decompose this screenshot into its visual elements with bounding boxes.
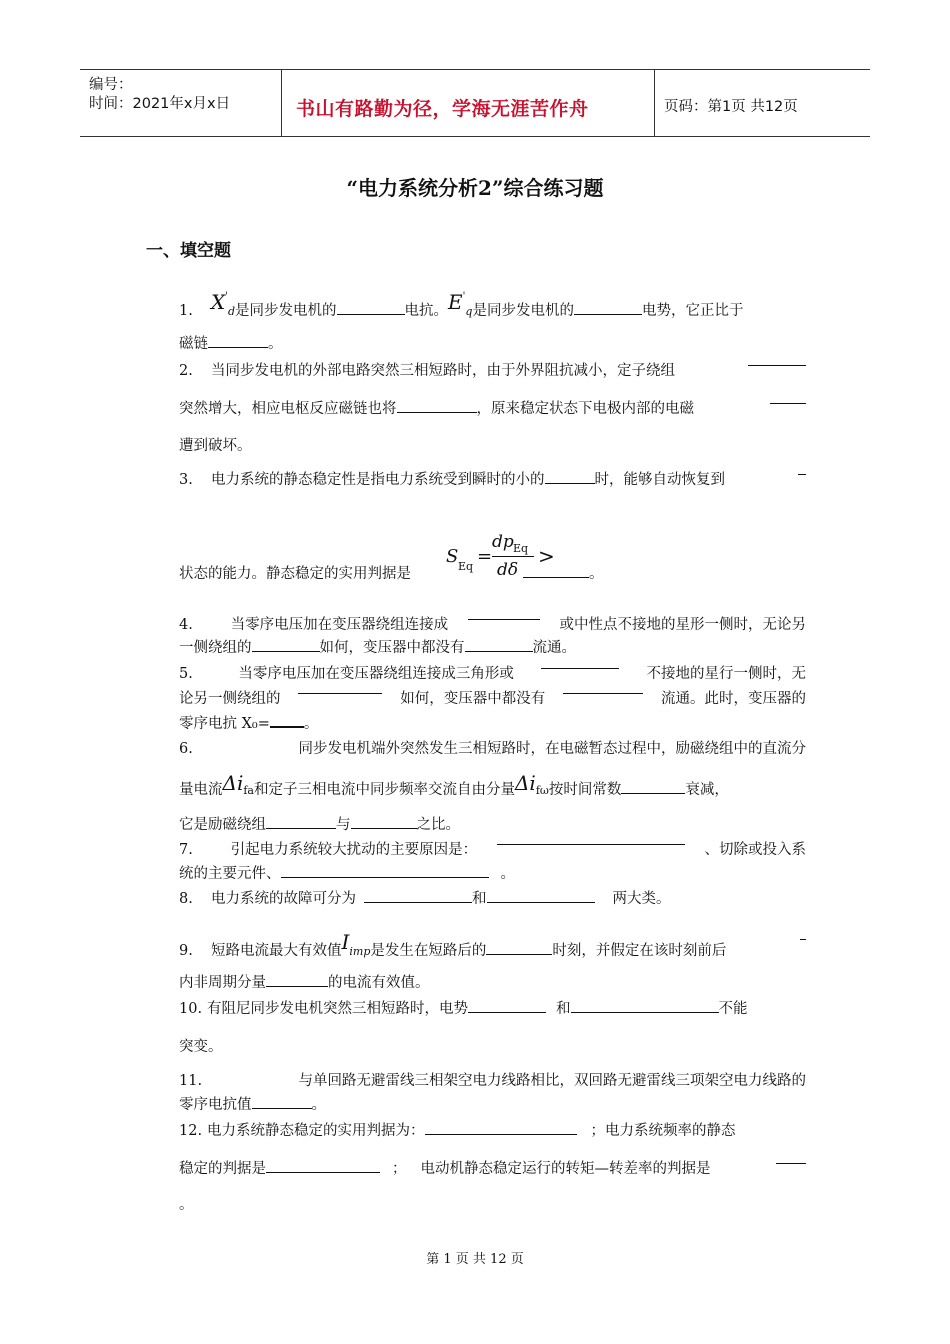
formula-equals: = xyxy=(477,546,493,567)
symbol-delta-i-fw: Δi xyxy=(514,771,536,795)
blank xyxy=(364,901,472,903)
item-2-line-2: 突然增大，相应电枢反应磁链也将 ，原来稳定状态下电极内部的电磁 xyxy=(179,402,806,417)
document-title: “电力系统分析2”综合练习题 xyxy=(346,176,604,200)
item-9-line-1: 9. 短路电流最大有效值Iimp是发生在短路后的 时刻，并假定在该时刻前后 xyxy=(179,938,806,959)
item-number: 1. xyxy=(179,303,193,319)
blank xyxy=(468,1011,546,1013)
item-12-line-3: 。 xyxy=(179,1197,194,1213)
blank xyxy=(748,364,806,366)
formula-relation: > xyxy=(538,544,555,568)
blank xyxy=(208,346,268,348)
item-8-line-1: 8. 电力系统的故障可分为 和 两大类。 xyxy=(179,891,671,907)
page-footer: 第 1 页 共 12 页 xyxy=(426,1252,524,1267)
formula-numerator: dp xyxy=(492,532,514,552)
item-10-line-2: 突变。 xyxy=(179,1039,223,1055)
item-10-line-1: 10. 有阻尼同步发电机突然三相短路时，电势 和 不能 xyxy=(179,1001,748,1017)
header-top-border xyxy=(80,69,870,70)
symbol-i-imp: I xyxy=(341,930,350,954)
blank xyxy=(351,827,417,829)
item-6-line-3: 它是励磁绕组 与 之比。 xyxy=(179,817,460,833)
blank xyxy=(425,1133,577,1135)
blank xyxy=(497,843,685,845)
header-bottom-border xyxy=(80,136,870,137)
blank xyxy=(776,1162,806,1164)
symbol-e-sub: q xyxy=(465,305,473,318)
blank xyxy=(770,402,806,404)
blank xyxy=(621,792,685,794)
header-divider-left xyxy=(281,69,282,136)
item-11-line-2: 零序电抗值 。 xyxy=(179,1097,326,1113)
header-number-label: 编号： xyxy=(89,77,133,93)
blank xyxy=(298,692,382,694)
header-motto: 书山有路勤为径，学海无涯苦作舟 xyxy=(296,98,589,120)
blank xyxy=(337,313,405,315)
blank xyxy=(798,473,806,475)
item-12-line-2: 稳定的判据是 ； 电动机静态稳定运行的转矩—转差率的判据是 xyxy=(179,1162,806,1177)
item-7-line-1: 7. 引起电力系统较大扰动的主要原因是： 、切除或投入系 xyxy=(179,842,806,858)
blank xyxy=(468,618,540,620)
blank xyxy=(281,876,489,878)
symbol-e: E xyxy=(448,290,463,314)
blank xyxy=(571,1011,719,1013)
item-11-line-1: 11. 与单回路无避雷线三相架空电力线路相比，双回路无避雷线三项架空电力线路的 xyxy=(179,1073,806,1089)
blank xyxy=(523,576,589,578)
symbol-delta-i-fa: Δi xyxy=(222,771,244,795)
section-heading: 一、填空题 xyxy=(146,241,231,261)
blank xyxy=(252,650,320,652)
blank xyxy=(266,1171,380,1173)
blank xyxy=(563,692,643,694)
item-6-line-2: 量电流Δifa和定子三相电流中同步频率交流自由分量Δifω按时间常数 衰减， xyxy=(179,771,729,798)
blank xyxy=(541,667,619,669)
item-5-line-1: 5. 当零序电压加在变压器绕组连接成三角形或 不接地的星行一侧时，无 xyxy=(179,666,806,682)
formula-num-sub: Eq xyxy=(513,542,529,555)
item-3-line-1: 3. 电力系统的静态稳定性是指电力系统受到瞬时的小的 时，能够自动恢复到 xyxy=(179,473,806,488)
item-7-line-2: 统的主要元件、 。 xyxy=(179,866,515,882)
symbol-x: X xyxy=(211,290,226,314)
formula-denominator: dδ xyxy=(497,560,519,580)
blank xyxy=(800,938,806,940)
symbol-x-sub: d xyxy=(228,305,236,318)
item-4-line-2: 一侧绕组的 如何，变压器中都没有 流通。 xyxy=(179,640,576,656)
blank xyxy=(252,1107,312,1109)
blank xyxy=(266,827,336,829)
formula-s: S xyxy=(446,546,459,567)
item-5-line-2: 论另一侧绕组的 如何，变压器中都没有 流通。此时，变压器的 xyxy=(179,691,806,707)
blank xyxy=(486,953,552,955)
blank xyxy=(266,985,328,987)
fraction-bar xyxy=(492,556,534,557)
item-2-line-3: 遭到破坏。 xyxy=(179,438,252,454)
blank xyxy=(465,650,533,652)
item-9-line-2: 内非周期分量 的电流有效值。 xyxy=(179,975,430,991)
item-1-line-2: 磁链 。 xyxy=(179,336,283,352)
header-divider-right xyxy=(654,69,655,136)
item-1-line-1: 1. X'd是同步发电机的 电抗。E'q是同步发电机的 电势，它正比于 xyxy=(179,290,744,319)
item-12-line-1: 12. 电力系统静态稳定的实用判据为： ；电力系统频率的静态 xyxy=(179,1123,736,1139)
item-4-line-1: 4. 当零序电压加在变压器绕组连接成 或中性点不接地的星形一侧时，无论另 xyxy=(179,617,806,633)
blank xyxy=(270,725,304,728)
blank xyxy=(574,313,642,315)
formula-s-sub: Eq xyxy=(458,560,474,573)
header-time-label: 时间：2021年x月x日 xyxy=(89,96,231,112)
blank xyxy=(487,901,595,903)
blank xyxy=(545,482,595,484)
header-page-info: 页码：第1页 共12页 xyxy=(664,99,798,115)
item-2-line-1: 2. 当同步发电机的外部电路突然三相短路时，由于外界阻抗减小，定子绕组 xyxy=(179,364,806,379)
item-6-line-1: 6. 同步发电机端外突然发生三相短路时，在电磁暂态过程中，励磁绕组中的直流分 xyxy=(179,741,806,757)
item-5-line-3: 零序电抗 X₀= 。 xyxy=(179,716,319,732)
item-3-line-2: 状态的能力。静态稳定的实用判据是 。 xyxy=(179,566,604,582)
blank xyxy=(397,411,477,413)
